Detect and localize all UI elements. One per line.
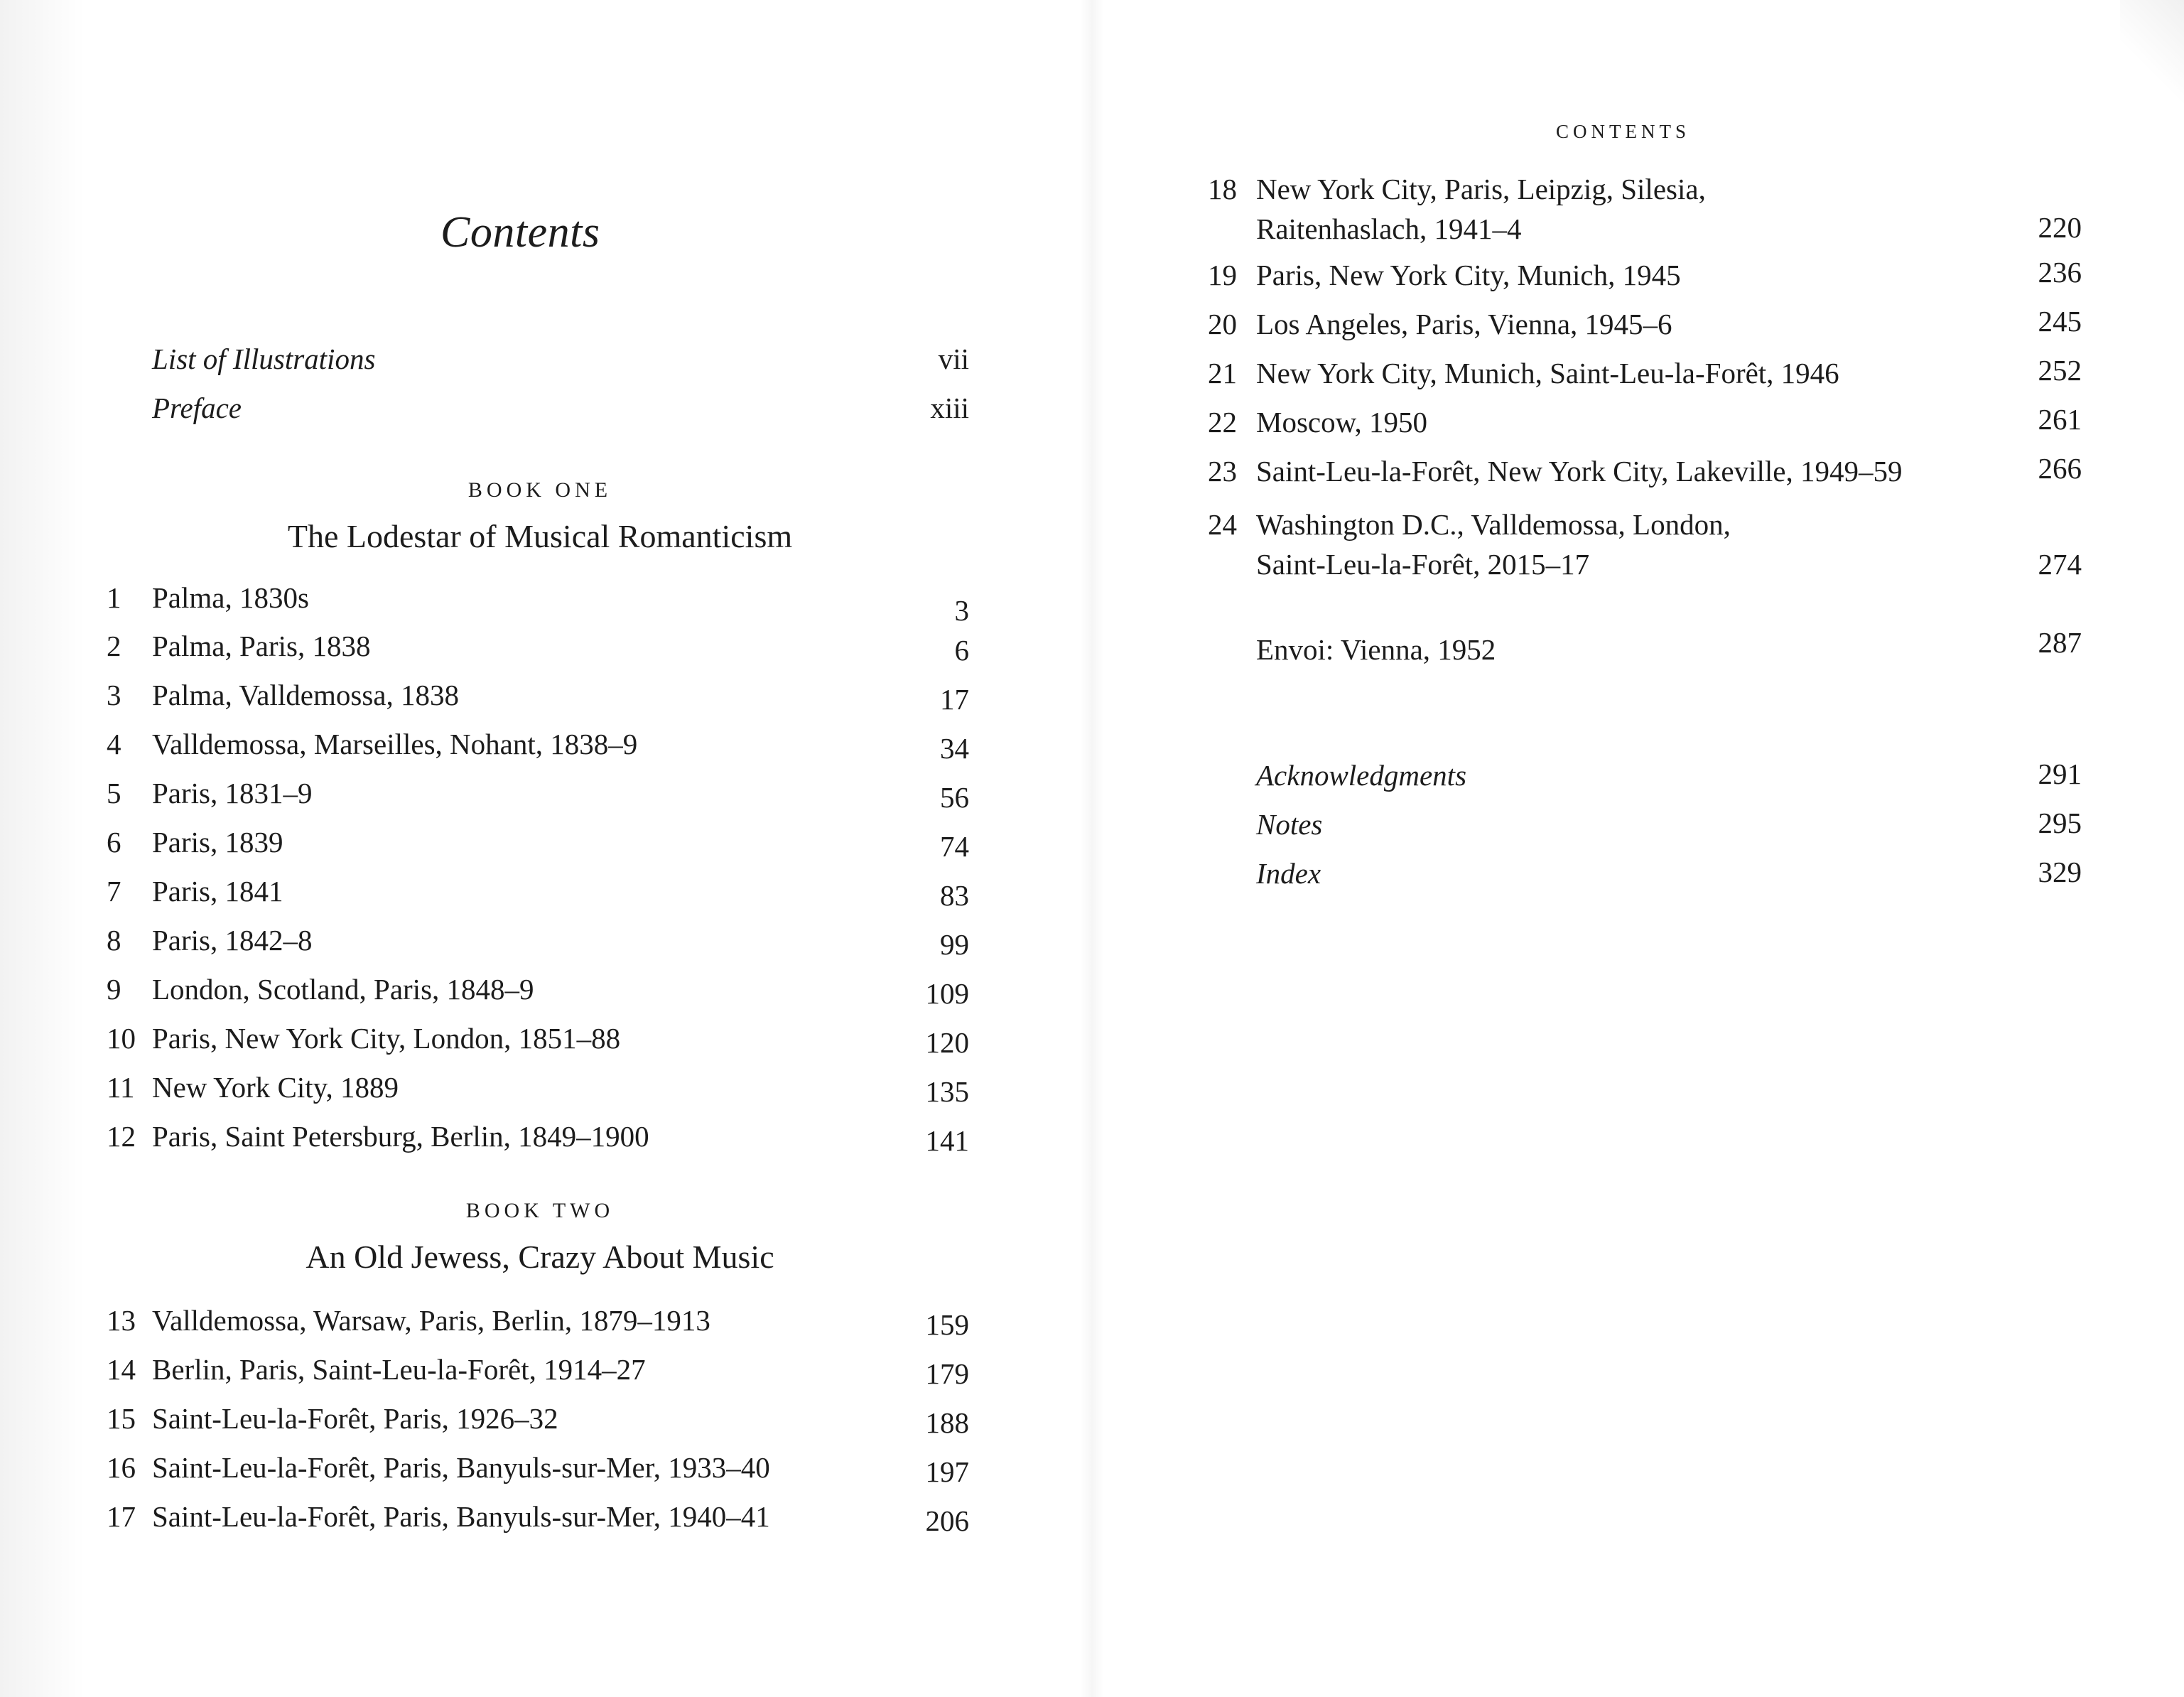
toc-entry-label: Preface xyxy=(152,392,242,424)
chapter-number: 15 xyxy=(107,1402,136,1435)
chapter-number: 1 xyxy=(107,581,121,614)
chapter-page: 159 xyxy=(925,1308,969,1341)
chapter-title: Los Angeles, Paris, Vienna, 1945–6 xyxy=(1256,308,1672,340)
chapter-number: 24 xyxy=(1208,508,1237,541)
chapter-title: Valldemossa, Warsaw, Paris, Berlin, 1879–1913 xyxy=(152,1304,710,1337)
back-matter-label: Notes xyxy=(1256,808,1323,841)
book-two-label: BOOK TWO xyxy=(465,1199,615,1222)
chapter-title: Paris, 1841 xyxy=(152,875,283,907)
chapter-number: 6 xyxy=(107,826,121,858)
chapter-page: 120 xyxy=(925,1026,969,1059)
chapter-title: Paris, New York City, London, 1851–88 xyxy=(152,1022,621,1055)
chapter-title-line-2: Saint-Leu-la-Forêt, 2015–17 xyxy=(1256,548,1590,581)
toc-notes[interactable] xyxy=(1208,800,2082,848)
chapter-number: 19 xyxy=(1208,259,1237,291)
page-title: Contents xyxy=(440,208,600,257)
chapter-number: 7 xyxy=(107,875,121,907)
chapter-page: 83 xyxy=(940,879,969,912)
envoi-title: Envoi: Vienna, 1952 xyxy=(1256,633,1496,666)
chapter-title: New York City, 1889 xyxy=(152,1071,399,1104)
chapter-number: 23 xyxy=(1208,455,1237,487)
toc-entry-page: vii xyxy=(938,343,969,375)
chapter-title: Saint-Leu-la-Forêt, Paris, Banyuls-sur-Mer, 1940–41 xyxy=(152,1500,770,1533)
chapter-title: Paris, 1842–8 xyxy=(152,924,313,957)
chapter-page: 220 xyxy=(2038,211,2082,244)
chapter-page: 245 xyxy=(2038,305,2082,338)
chapter-number: 16 xyxy=(107,1451,136,1484)
chapter-page: 141 xyxy=(925,1124,969,1157)
toc-envoi[interactable] xyxy=(1208,625,2082,674)
toc-index[interactable] xyxy=(1208,849,2082,898)
running-head: CONTENTS xyxy=(1556,121,1690,142)
toc-entry-page: xiii xyxy=(930,392,969,424)
chapter-number: 2 xyxy=(107,630,121,662)
chapter-number: 5 xyxy=(107,777,121,809)
chapter-page: 56 xyxy=(940,781,969,814)
chapter-number: 3 xyxy=(107,679,121,711)
back-matter-page: 329 xyxy=(2038,856,2082,888)
chapter-page: 74 xyxy=(940,830,969,863)
chapter-title: Paris, 1831–9 xyxy=(152,777,313,809)
chapter-page: 6 xyxy=(954,634,969,667)
chapter-page: 236 xyxy=(2038,256,2082,289)
chapter-title: Palma, Paris, 1838 xyxy=(152,630,371,662)
chapter-number: 18 xyxy=(1208,173,1237,205)
chapter-number: 22 xyxy=(1208,406,1237,438)
toc-chapter-22[interactable] xyxy=(1208,398,2082,446)
chapter-title: Paris, Saint Petersburg, Berlin, 1849–1900 xyxy=(152,1120,649,1153)
chapter-page: 3 xyxy=(954,594,969,627)
chapter-page: 274 xyxy=(2038,548,2082,581)
chapter-title: London, Scotland, Paris, 1848–9 xyxy=(152,973,534,1006)
chapter-title: Valldemossa, Marseilles, Nohant, 1838–9 xyxy=(152,728,638,760)
toc-chapter-21[interactable] xyxy=(1208,349,2082,397)
chapter-page: 206 xyxy=(925,1504,969,1537)
chapter-number: 13 xyxy=(107,1304,136,1337)
toc-chapter-18[interactable] xyxy=(1208,165,2082,262)
toc-chapter-20[interactable] xyxy=(1208,300,2082,348)
chapter-title-line-1: Washington D.C., Valldemossa, London, xyxy=(1256,508,1731,541)
book-one-title: The Lodestar of Musical Romanticism xyxy=(287,518,793,554)
chapter-title: Berlin, Paris, Saint-Leu-la-Forêt, 1914–27 xyxy=(152,1353,646,1386)
chapter-page: 188 xyxy=(925,1406,969,1439)
back-matter-page: 295 xyxy=(2038,807,2082,839)
chapter-title: Paris, New York City, Munich, 1945 xyxy=(1256,259,1681,291)
chapter-number: 20 xyxy=(1208,308,1237,340)
chapter-title: Palma, Valldemossa, 1838 xyxy=(152,679,459,711)
chapter-page: 179 xyxy=(925,1357,969,1390)
chapter-title: Saint-Leu-la-Forêt, New York City, Lakeville, 1949–59 xyxy=(1256,455,1903,487)
chapter-title-line-1: New York City, Paris, Leipzig, Silesia, xyxy=(1256,173,1706,205)
back-matter-label: Index xyxy=(1256,857,1321,890)
chapter-number: 10 xyxy=(107,1022,136,1055)
chapter-number: 17 xyxy=(107,1500,136,1533)
chapter-number: 4 xyxy=(107,728,121,760)
toc-chapter-19[interactable] xyxy=(1208,251,2082,299)
chapter-title: New York City, Munich, Saint-Leu-la-Forêt, 1946 xyxy=(1256,357,1839,389)
envoi-page: 287 xyxy=(2038,626,2082,659)
chapter-page: 197 xyxy=(925,1455,969,1488)
page-edge-shadow xyxy=(0,0,85,1697)
chapter-number: 11 xyxy=(107,1071,135,1104)
book-two-title: An Old Jewess, Crazy About Music xyxy=(306,1239,774,1275)
chapter-page: 99 xyxy=(940,928,969,961)
chapter-title: Paris, 1839 xyxy=(152,826,283,858)
chapter-page: 17 xyxy=(940,683,969,716)
toc-chapter-24[interactable] xyxy=(1208,500,2082,597)
back-matter-page: 291 xyxy=(2038,758,2082,790)
back-matter-label: Acknowledgments xyxy=(1256,759,1467,792)
toc-chapter-23[interactable] xyxy=(1208,447,2082,495)
chapter-page: 266 xyxy=(2038,452,2082,485)
chapter-page: 34 xyxy=(940,732,969,765)
page-corner-shadow xyxy=(2120,0,2184,114)
chapter-page: 261 xyxy=(2038,403,2082,436)
chapter-page: 252 xyxy=(2038,354,2082,387)
chapter-number: 12 xyxy=(107,1120,136,1153)
chapter-title: Moscow, 1950 xyxy=(1256,406,1428,438)
chapter-number: 9 xyxy=(107,973,121,1006)
chapter-title: Saint-Leu-la-Forêt, Paris, 1926–32 xyxy=(152,1402,558,1435)
chapter-title: Palma, 1830s xyxy=(152,581,309,614)
toc-entry-label: List of Illustrations xyxy=(152,343,376,375)
toc-acknowledgments[interactable] xyxy=(1208,751,2082,799)
chapter-page: 135 xyxy=(925,1075,969,1108)
book-one-label: BOOK ONE xyxy=(467,478,612,502)
chapter-number: 21 xyxy=(1208,357,1237,389)
chapter-number: 14 xyxy=(107,1353,136,1386)
chapter-number: 8 xyxy=(107,924,121,957)
chapter-title-line-2: Raitenhaslach, 1941–4 xyxy=(1256,212,1522,245)
chapter-page: 109 xyxy=(925,977,969,1010)
chapter-title: Saint-Leu-la-Forêt, Paris, Banyuls-sur-Mer, 1933–40 xyxy=(152,1451,770,1484)
